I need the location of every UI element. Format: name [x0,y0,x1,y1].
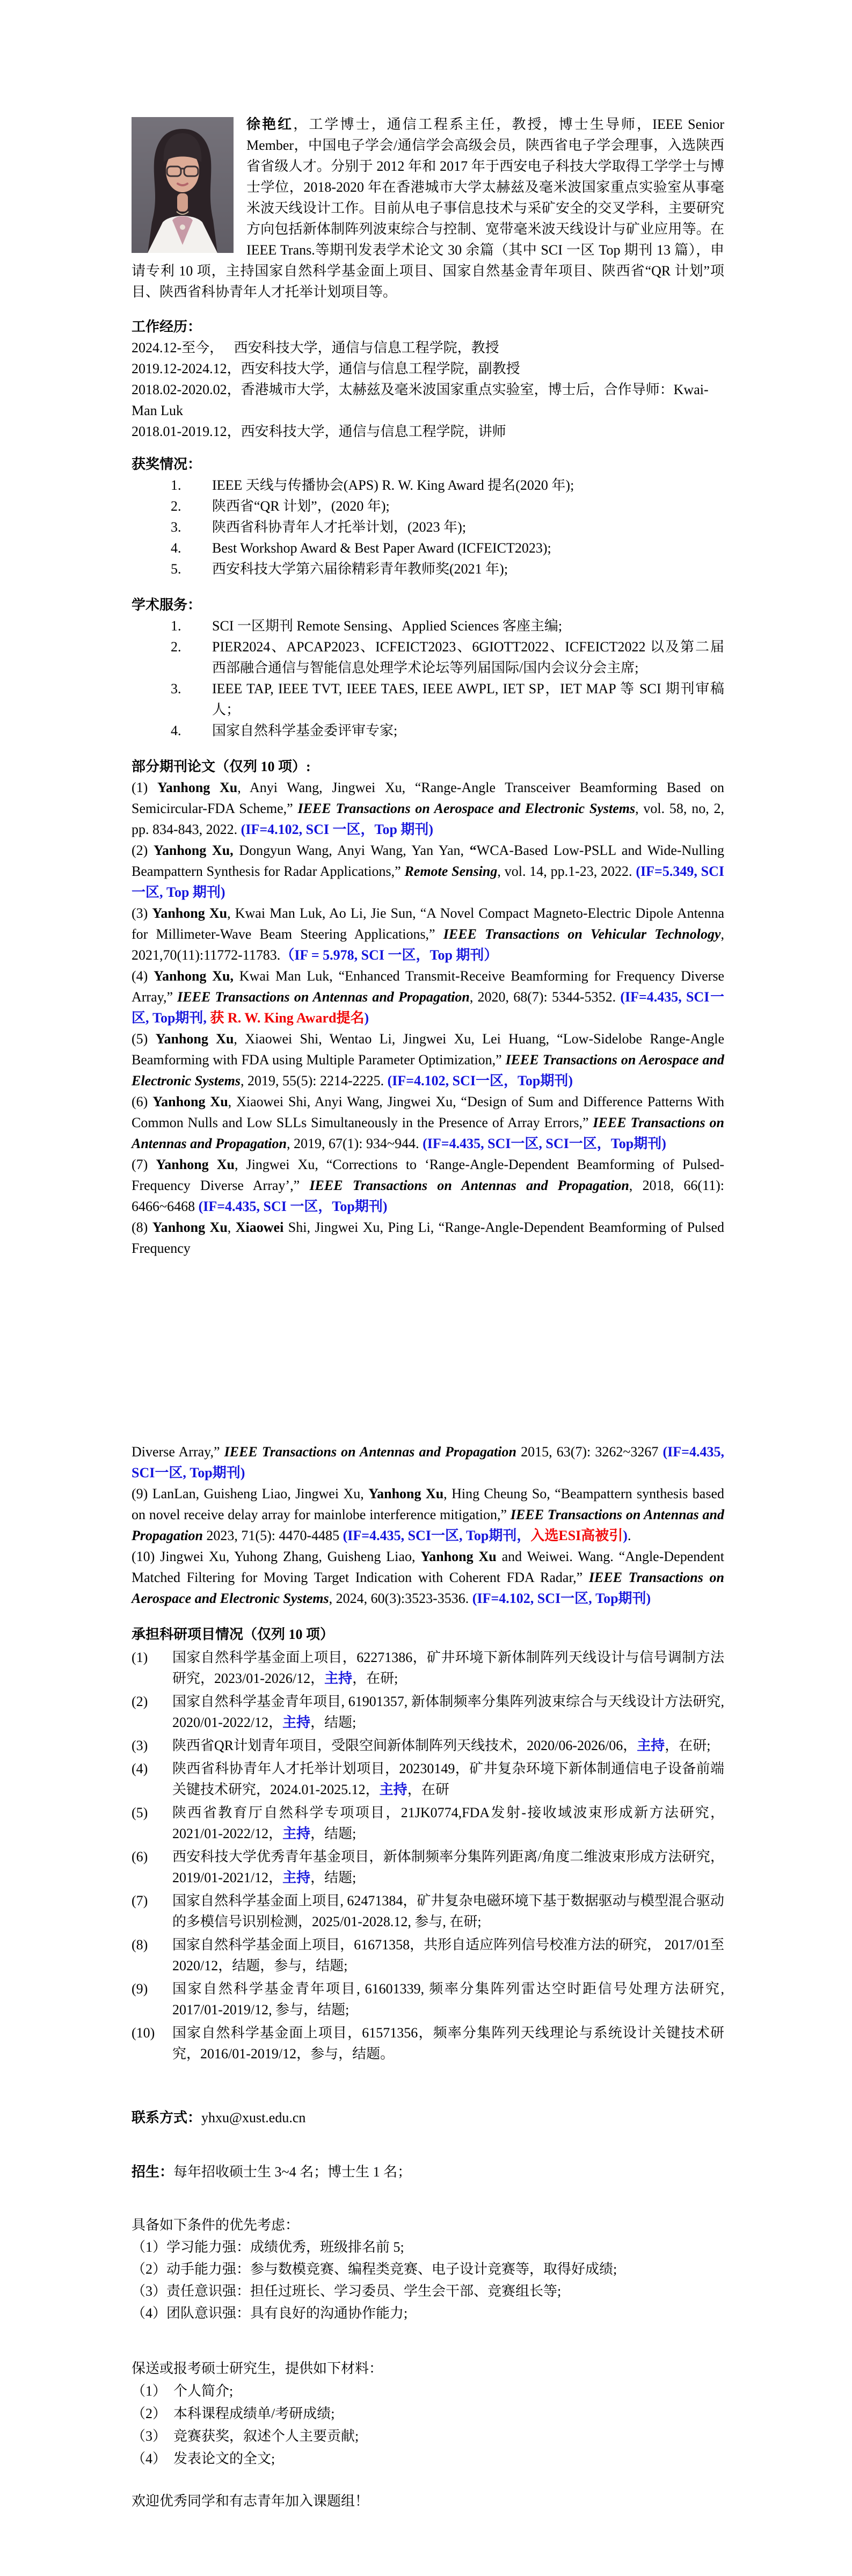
academic-service-list [132,615,724,741]
publication-item: (3) Yanhong Xu, Kwai Man Luk, Ao Li, Jie Sun, “A Novel Compact Magneto-Electric Dipole Antenna for Millimeter-Wave Beam Steering Applications,” IEEE Transactions on Vehicular Technology, 2021,70(11):11772-11783.（IF = 5.978, SCI 一区，Top 期刊） [132,905,724,963]
list-item-text: 国家自然科学基金委评审专家; [212,723,398,738]
project-item [132,2022,724,2064]
project-item-number: (8) [132,1937,148,1953]
list-item-number: 4. [171,723,181,738]
publication-item: (9) LanLan, Guisheng Liao, Jingwei Xu, Yanhong Xu, Hing Cheung So, “Beampattern synthesis based on novel receive delay array for mainlobe interference mitigation,” IEEE Transactions on Antennas and Propagation 2023, 71(5): 4470-4485 (IF=4.435, SCI一区, Top期刊，入选ESI高被引). [132,1486,725,1543]
awards-list [132,475,724,579]
list-item: （3） 竞赛获奖，叙述个人主要贡献; [132,2428,359,2444]
project-item-number: (9) [132,1981,148,1997]
publication-item: (1) Yanhong Xu, Anyi Wang, Jingwei Xu, “Range-Angle Transceiver Beamforming Based on Semicircular-FDA Scheme,” IEEE Transactions on Aerospace and Electronic Systems, vol. 58, no, 2, pp. 834-843, 2022. (IF=4.102, SCI 一区，Top 期刊) [132,780,724,837]
project-item [132,1890,724,1932]
project-item-text: 陕西省教育厅自然科学专项项目，21JK0774,FDA发射-接收域波束形成新方法研究，2021/01-2022/12，主持，结题; [172,1805,724,1841]
criteria-list [132,2237,724,2324]
project-item [132,1846,724,1888]
project-item-number: (3) [132,1738,148,1753]
project-item-number: (5) [132,1805,148,1820]
project-item-text: 国家自然科学基金青年项目, 61901357, 新体制频率分集阵列波束综合与天线设计方法研究, 2020/01-2022/12，主持，结题; [172,1694,724,1730]
admission-line [132,2161,724,2182]
project-item-text: 国家自然科学基金面上项目, 62471384，矿井复杂电磁环境下基于数据驱动与模型混合驱动的多模信号识别检测，2025/01-2028.12, 参与, 在研; [172,1893,724,1929]
list-item: 2018.02-2020.02，香港城市大学，太赫兹及毫米波国家重点实验室，博士后，合作导师：Kwai-Man Luk [132,382,709,418]
list-item [171,636,724,678]
project-item [132,1978,724,2020]
section-title-publications: 部分期刊论文（仅列 10 项）: [132,759,311,774]
publication-item: Diverse Array,” IEEE Transactions on Antennas and Propagation 2015, 63(7): 3262~3267 (IF=4.435, SCI一区, Top期刊) [132,1444,724,1481]
list-item-text: 陕西省“QR 计划”，(2020 年); [212,498,390,514]
list-item [171,615,724,636]
project-item [132,1647,724,1689]
list-item-number: 1. [171,618,181,634]
project-item [132,1735,724,1756]
list-item [171,720,724,741]
list-item [171,538,724,558]
project-item-text: 国家自然科学基金面上项目，62271386，矿井环境下新体制阵列天线设计与信号调制方法研究，2023/01-2026/12，主持，在研; [172,1650,724,1686]
list-item: （2） 本科课程成绩单/考研成绩; [132,2406,335,2421]
criteria-title: 具备如下条件的优先考虑： [132,2217,300,2233]
project-item-text: 国家自然科学基金青年项目, 61601339, 频率分集阵列雷达空时距信号处理方法研究, 2017/01-2019/12, 参与，结题; [172,1981,724,2018]
section-title-work-experience: 工作经历： [132,319,202,335]
contact-label: 联系方式： [132,2110,202,2125]
list-item-text: IEEE 天线与传播协会(APS) R. W. King Award 提名(2020 年); [212,477,574,493]
list-item-text: Best Workshop Award & Best Paper Award (ICFEICT2023); [212,540,551,556]
list-item: （4） 发表论文的全文; [132,2451,275,2466]
materials-list [132,2381,724,2469]
list-item [171,496,724,517]
list-item: 2019.12-2024.12，西安科技大学，通信与信息工程学院，副教授 [132,361,520,376]
project-item [132,1691,724,1733]
admission-text: 每年招收硕士生 3~4 名；博士生 1 名； [173,2164,412,2180]
list-item [171,475,724,496]
list-item: 2024.12-至今， 西安科技大学，通信与信息工程学院，教授 [132,340,499,355]
project-item-number: (1) [132,1650,148,1665]
project-item-text: 国家自然科学基金面上项目，61671358，共形自适应阵列信号校准方法的研究， 2017/01至2020/12，结题，参与，结题; [172,1937,724,1973]
list-item: （1） 个人简介; [132,2383,234,2399]
list-item-number: 2. [171,639,181,655]
contact-line [132,2107,724,2128]
list-item [171,558,724,579]
project-item [132,1802,724,1844]
list-item: （1）学习能力强：成绩优秀，班级排名前 5; [132,2239,404,2255]
publication-item: (7) Yanhong Xu, Jingwei Xu, “Corrections to ‘Range-Angle-Dependent Beamforming of Pulsed-Frequency Diverse Array’,” IEEE Transactions on Antennas and Propagation, 2018, 66(11): 6466~6468 (IF=4.435, SCI 一区，Top期刊) [132,1157,724,1214]
project-item [132,1934,724,1976]
project-item [132,1758,724,1800]
projects-list [132,1647,724,2064]
publication-item: (8) Yanhong Xu, Xiaowei Shi, Jingwei Xu, Ping Li, “Range-Angle-Dependent Beamforming of Pulsed Frequency [132,1220,724,1256]
project-item-number: (10) [132,2025,155,2041]
intro-section [132,114,724,302]
admission-label: 招生： [132,2164,174,2180]
profile-photo [132,117,234,253]
publication-item: (6) Yanhong Xu, Xiaowei Shi, Anyi Wang, Jingwei Xu, “Design of Sum and Difference Patterns With Common Nulls and Low SLLs Simultaneously in the Presence of Array Errors,” IEEE Transactions on Antennas and Propagation, 2019, 67(1): 934~944. (IF=4.435, SCI一区, SCI一区，Top期刊) [132,1094,724,1151]
list-item-number: 5. [171,561,181,577]
list-item-text: 陕西省科协青年人才托举计划，(2023 年); [212,519,467,535]
publication-item: (4) Yanhong Xu, Kwai Man Luk, “Enhanced Transmit-Receive Beamforming for Frequency Diverse Array,” IEEE Transactions on Antennas and Propagation, 2020, 68(7): 5344-5352. (IF=4.435, SCI一区, Top期刊, 获 R. W. King Award提名) [132,968,725,1026]
project-item-text: 西安科技大学优秀青年基金项目，新体制频率分集阵列距离/角度二维波束形成方法研究，2019/01-2021/12，主持，结题; [172,1849,724,1885]
list-item: 2018.01-2019.12，西安科技大学，通信与信息工程学院，讲师 [132,424,506,439]
project-item-number: (7) [132,1893,148,1909]
list-item-number: 4. [171,540,181,556]
list-item [171,678,724,720]
section-title-projects: 承担科研项目情况（仅列 10 项） [132,1627,334,1642]
list-item-text: 西安科技大学第六届徐精彩青年教师奖(2021 年); [212,561,508,577]
project-item-number: (4) [132,1761,148,1776]
materials-title: 保送或报考硕士研究生，提供如下材料： [132,2361,383,2376]
publication-item: (10) Jingwei Xu, Yuhong Zhang, Guisheng Liao, Yanhong Xu and Weiwei. Wang. “Angle-Dependent Matched Filtering for Moving Target Indication with Coherent FDA Radar,” IEEE Transactions on Aerospace and Electronic Systems, 2024, 60(3):3523-3536. (IF=4.102, SCI一区, Top期刊) [132,1549,724,1606]
project-item-text: 陕西省QR计划青年项目，受限空间新体制阵列天线技术，2020/06-2026/06，主持，在研; [172,1738,711,1753]
closing-line: 欢迎优秀同学和有志青年加入课题组！ [132,2493,369,2509]
list-item-number: 1. [171,477,181,493]
list-item-text: PIER2024、APCAP2023、ICFEICT2023、6GIOTT2022、ICFEICT2022 以及第二届西部融合通信与智能信息处理学术论坛等列届国际/国内会议分会主席; [212,639,724,676]
list-item: （4）团队意识强：具有良好的沟通协作能力; [132,2305,408,2321]
list-item: （2）动手能力强：参与数模竞赛、编程类竞赛、电子设计竞赛等，取得好成绩; [132,2261,617,2277]
project-item-text: 国家自然科学基金面上项目，61571356，频率分集阵列天线理论与系统设计关键技术研究，2016/01-2019/12，参与，结题。 [172,2025,724,2062]
intro-paragraph: 徐艳红，工学博士，通信工程系主任，教授，博士生导师，IEEE Senior Member，中国电子学会/通信学会高级会员，陕西省电子学会理事，入选陕西省省级人才。分别于 2012 年和 2017 年于西安电子科技大学取得工学学士与博士学位，2018-2020 年在香港城市大学太赫兹及毫米波国家重点实验室从事毫米波天线设计工作。目前从电子事信息技术与采矿安全的交叉学科，主要研究方向包括新体制阵列波束综合与控制、宽带毫米波天线设计与矿业应用等。在 IEEE Trans.等期刊发表学术论文 30 余篇（其中 SCI 一区 Top 期刊 13 篇），申请专利 10 项，主持国家自然科学基金面上项目、国家自然基金青年项目、陕西省“QR 计划”项目、陕西省科协青年人才托举计划项目等。 [132,117,724,300]
list-item-number: 3. [171,681,181,696]
section-title-academic-service: 学术服务： [132,597,202,613]
project-item-number: (2) [132,1694,148,1709]
publication-item: (5) Yanhong Xu, Xiaowei Shi, Wentao Li, Jingwei Xu, Lei Huang, “Low-Sidelobe Range-Angle Beamforming with FDA using Multiple Parameter Optimization,” IEEE Transactions on Aerospace and Electronic Systems, 2019, 55(5): 2214-2225. (IF=4.102, SCI一区，Top期刊) [132,1031,724,1089]
project-item-text: 陕西省科协青年人才托举计划项目，20230149，矿井复杂环境下新体制通信电子设备前端关键技术研究，2024.01-2025.12，主持，在研 [172,1761,724,1797]
list-item-text: IEEE TAP, IEEE TVT, IEEE TAES, IEEE AWPL, IET SP，IET MAP 等 SCI 期刊审稿人； [212,681,724,717]
list-item: （3）责任意识强：担任过班长、学习委员、学生会干部、竞赛组长等; [132,2283,562,2299]
list-item-number: 3. [171,519,181,535]
publication-item: (2) Yanhong Xu, Dongyun Wang, Anyi Wang, Yan Yan, “WCA-Based Low-PSLL and Wide-Nulling Beampattern Synthesis for Radar Applications,” Remote Sensing, vol. 14, pp.1-23, 2022. (IF=5.349, SCI 一区, Top 期刊) [132,843,724,900]
list-item [171,517,724,538]
section-title-awards: 获奖情况： [132,456,202,472]
publications-list [132,777,724,1609]
list-item-number: 2. [171,498,181,514]
work-experience-list [132,337,724,442]
contact-email: yhxu@xust.edu.cn [201,2110,306,2125]
list-item-text: SCI 一区期刊 Remote Sensing、Applied Sciences 客座主编; [212,618,563,634]
portrait-photo-graphic [132,117,234,253]
project-item-number: (6) [132,1849,148,1864]
